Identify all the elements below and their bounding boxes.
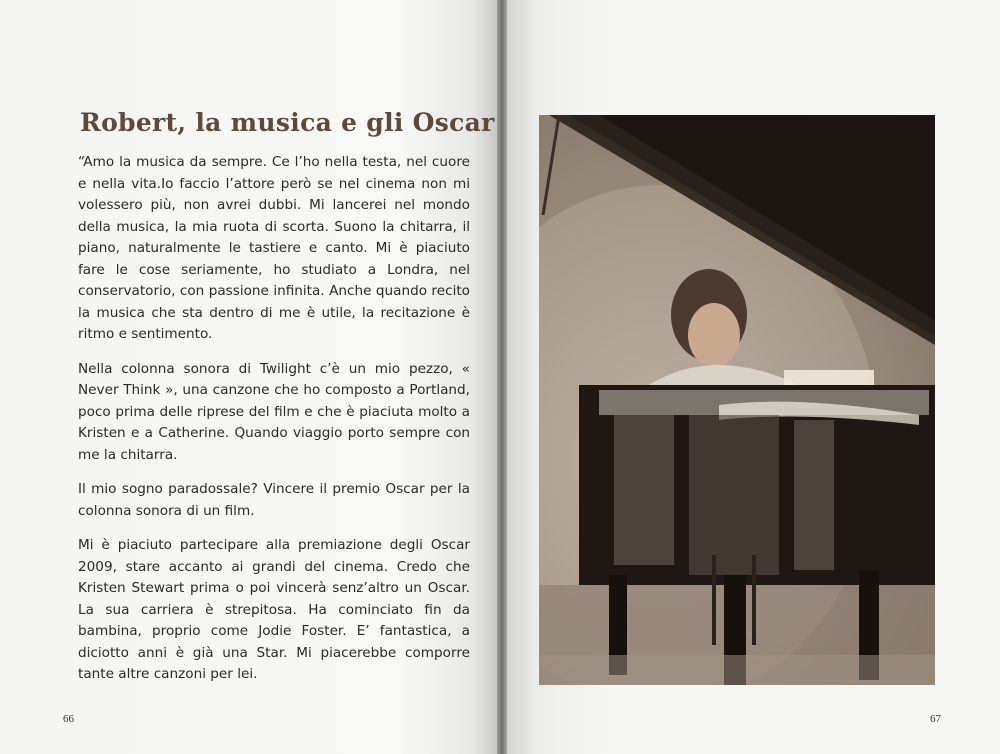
body-text — [78, 152, 470, 699]
right-page — [507, 0, 1000, 754]
page-number-left: 66 — [63, 713, 74, 725]
chapter-title: Robert, la musica e gli Oscar — [80, 108, 495, 137]
paragraph: Mi è piaciuto partecipare alla premiazione degli Oscar 2009, stare accanto ai grandi del cinema. Credo che Kristen Stewart prima o poi vincerà senz’altro un Oscar. La sua carriera è strepitosa. Ha cominciato fin da bambina, proprio come Jodie Foster. E’ fantastica, a diciotto anni è già una Star. Mi piacerebbe comporre tante altre canzoni per lei. — [78, 537, 470, 682]
paragraph: Nella colonna sonora di Twilight c’è un mio pezzo, « Never Think », una canzone che ho composto a Portland, poco prima delle riprese del film e che è piaciuta molto a Kristen e a Catherine. Quando viaggio porto sempre con me la chitarra. — [78, 360, 470, 463]
person-face — [688, 303, 740, 367]
paragraph: Il mio sogno paradossale? Vincere il premio Oscar per la colonna sonora di un film. — [78, 481, 470, 519]
paragraph: “Amo la musica da sempre. Ce l’ho nella testa, nel cuore e nella vita.Io faccio l’attore però se nel cinema non mi volessero più, non avrei dubbi. Mi lancerei nel mondo della musica, la mia ruota di scorta. Suono la chitarra, il piano, naturalmente le tastiere e canto. Mi è piaciuto fare le cose seriamente, ho studiato a Londra, nel conservatorio, con passione infinita. Anche quando recito la musica che sta dentro di me è utile, la recitazione è ritmo e sentimento. — [78, 154, 470, 342]
page-number-right: 67 — [930, 713, 941, 725]
book-gutter — [497, 0, 507, 754]
piano-photo-illustration — [539, 115, 935, 685]
left-page — [0, 0, 497, 754]
piano-photo — [539, 115, 935, 685]
